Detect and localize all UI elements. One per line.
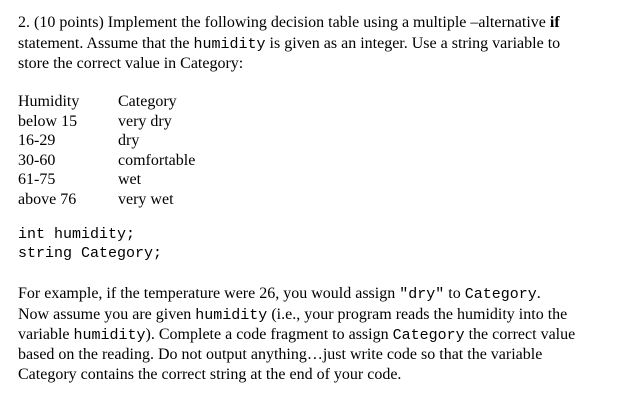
paragraph-line-2-text-c: (i.e., your program reads the humidity into the <box>267 306 568 323</box>
question-line-1 <box>18 13 560 33</box>
paragraph-line-5: Category contains the correct string at the end of your code. <box>18 366 402 383</box>
category-cell: dry <box>118 132 140 150</box>
question-line-2 <box>18 34 560 55</box>
category-header: Category <box>118 93 177 110</box>
paragraph-line-3-text-a: variable <box>18 326 74 343</box>
category-cell: very wet <box>118 190 174 208</box>
paragraph-line-2-text-a: Now assume you are given <box>18 306 196 323</box>
humidity-cell: 16-29 <box>18 132 56 150</box>
dry-string-inline: "dry" <box>399 286 445 303</box>
code-line-string-category: string Category; <box>18 245 163 262</box>
paragraph-line-1 <box>18 284 541 305</box>
category-code-inline: Category <box>464 286 537 303</box>
category-cell: very dry <box>118 112 172 130</box>
category-cell: wet <box>118 171 142 189</box>
category-code-inline: Category <box>392 327 465 344</box>
paragraph-line-1-text-c: to <box>444 285 465 302</box>
question-line-2-text-a: statement. Assume that the <box>18 35 194 52</box>
code-line-int-humidity: int humidity; <box>18 226 136 243</box>
paragraph-line-1-text-e: . <box>536 285 541 302</box>
humidity-code-inline: humidity <box>73 327 146 344</box>
if-keyword: if <box>549 14 560 31</box>
humidity-header: Humidity <box>18 93 80 110</box>
question-line-2-text-c: is given as an integer. Use a string variable to <box>265 35 561 52</box>
humidity-cell: above 76 <box>18 190 77 208</box>
question-line-1-text: 2. (10 points) Implement the following decision table using a multiple –alternative <box>18 14 550 31</box>
paragraph-line-1-text-a: For example, if the temperature were 26, you would assign <box>18 285 400 302</box>
category-cell: comfortable <box>118 151 196 169</box>
humidity-cell: below 15 <box>18 112 78 130</box>
paragraph-line-3 <box>18 325 575 346</box>
humidity-code-inline: humidity <box>193 36 266 53</box>
humidity-code-inline: humidity <box>195 307 268 324</box>
paragraph-line-2 <box>18 305 567 326</box>
paragraph-line-3-text-c: ). Complete a code fragment to assign <box>145 326 393 343</box>
code-block <box>18 225 162 263</box>
humidity-cell: 61-75 <box>18 171 56 189</box>
question-line-3: store the correct value in Category: <box>18 55 244 72</box>
paragraph-line-4: based on the reading. Do not output anything…just write code so that the variable <box>18 346 543 363</box>
paragraph-line-3-text-e: the correct value <box>464 326 576 343</box>
humidity-cell: 30-60 <box>18 151 56 169</box>
